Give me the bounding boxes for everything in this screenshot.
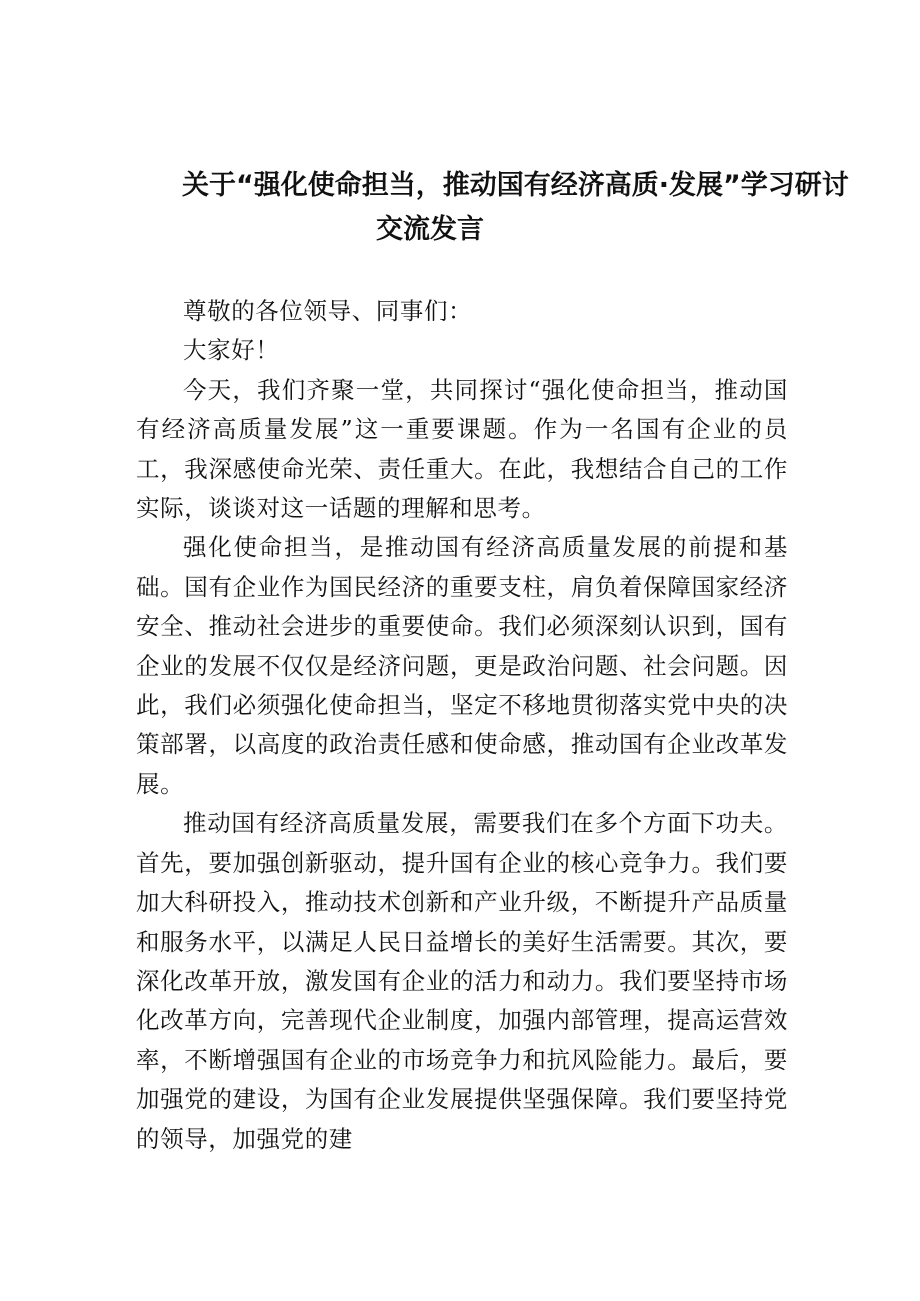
title-line-1: 关于“强化使命担当，推动国有经济高质·发展”学习研讨: [182, 170, 849, 201]
paragraph-development: 推动国有经济高质量发展，需要我们在多个方面下功夫。首先，要加强创新驱动，提升国有企业的核心竞争力。我们要加大科研投入，推动技术创新和产业升级，不断提升产品质量和服务水平，以满足人民日益增长的美好生活需要。其次，要深化改革开放，激发国有企业的活力和动力。我们要坚持市场化改革方向，完善现代企业制度，加强内部管理，提高运营效率，不断增强国有企业的市场竞争力和抗风险能力。最后，要加强党的建设，为国有企业发展提供坚强保障。我们要坚持党的领导，加强党的建: [136, 809, 788, 1153]
salutation: 尊敬的各位领导、同事们：: [183, 297, 473, 325]
document-body: [136, 292, 788, 1159]
document-title: [140, 164, 849, 252]
greeting: 大家好！: [183, 336, 280, 365]
paragraph-intro: 今天，我们齐聚一堂，共同探讨“强化使命担当，推动国有经济高质量发展”这一重要课题。作为一名国有企业的员工，我深感使命光荣、责任重大。在此，我想结合自己的工作实际，谈谈对这一话题的理解和思考。: [136, 375, 788, 523]
paragraph-mission: 强化使命担当，是推动国有经济高质量发展的前提和基础。国有企业作为国民经济的重要支柱，肩负着保障国家经济安全、推动社会进步的重要使命。我们必须深刻认识到，国有企业的发展不仅仅是经济问题，更是政治问题、社会问题。因此，我们必须强化使命担当，坚定不移地贯彻落实党中央的决策部署，以高度的政治责任感和使命感，推动国有企业改革发展。: [136, 533, 788, 798]
title-line-2: 交流发言: [376, 214, 484, 245]
